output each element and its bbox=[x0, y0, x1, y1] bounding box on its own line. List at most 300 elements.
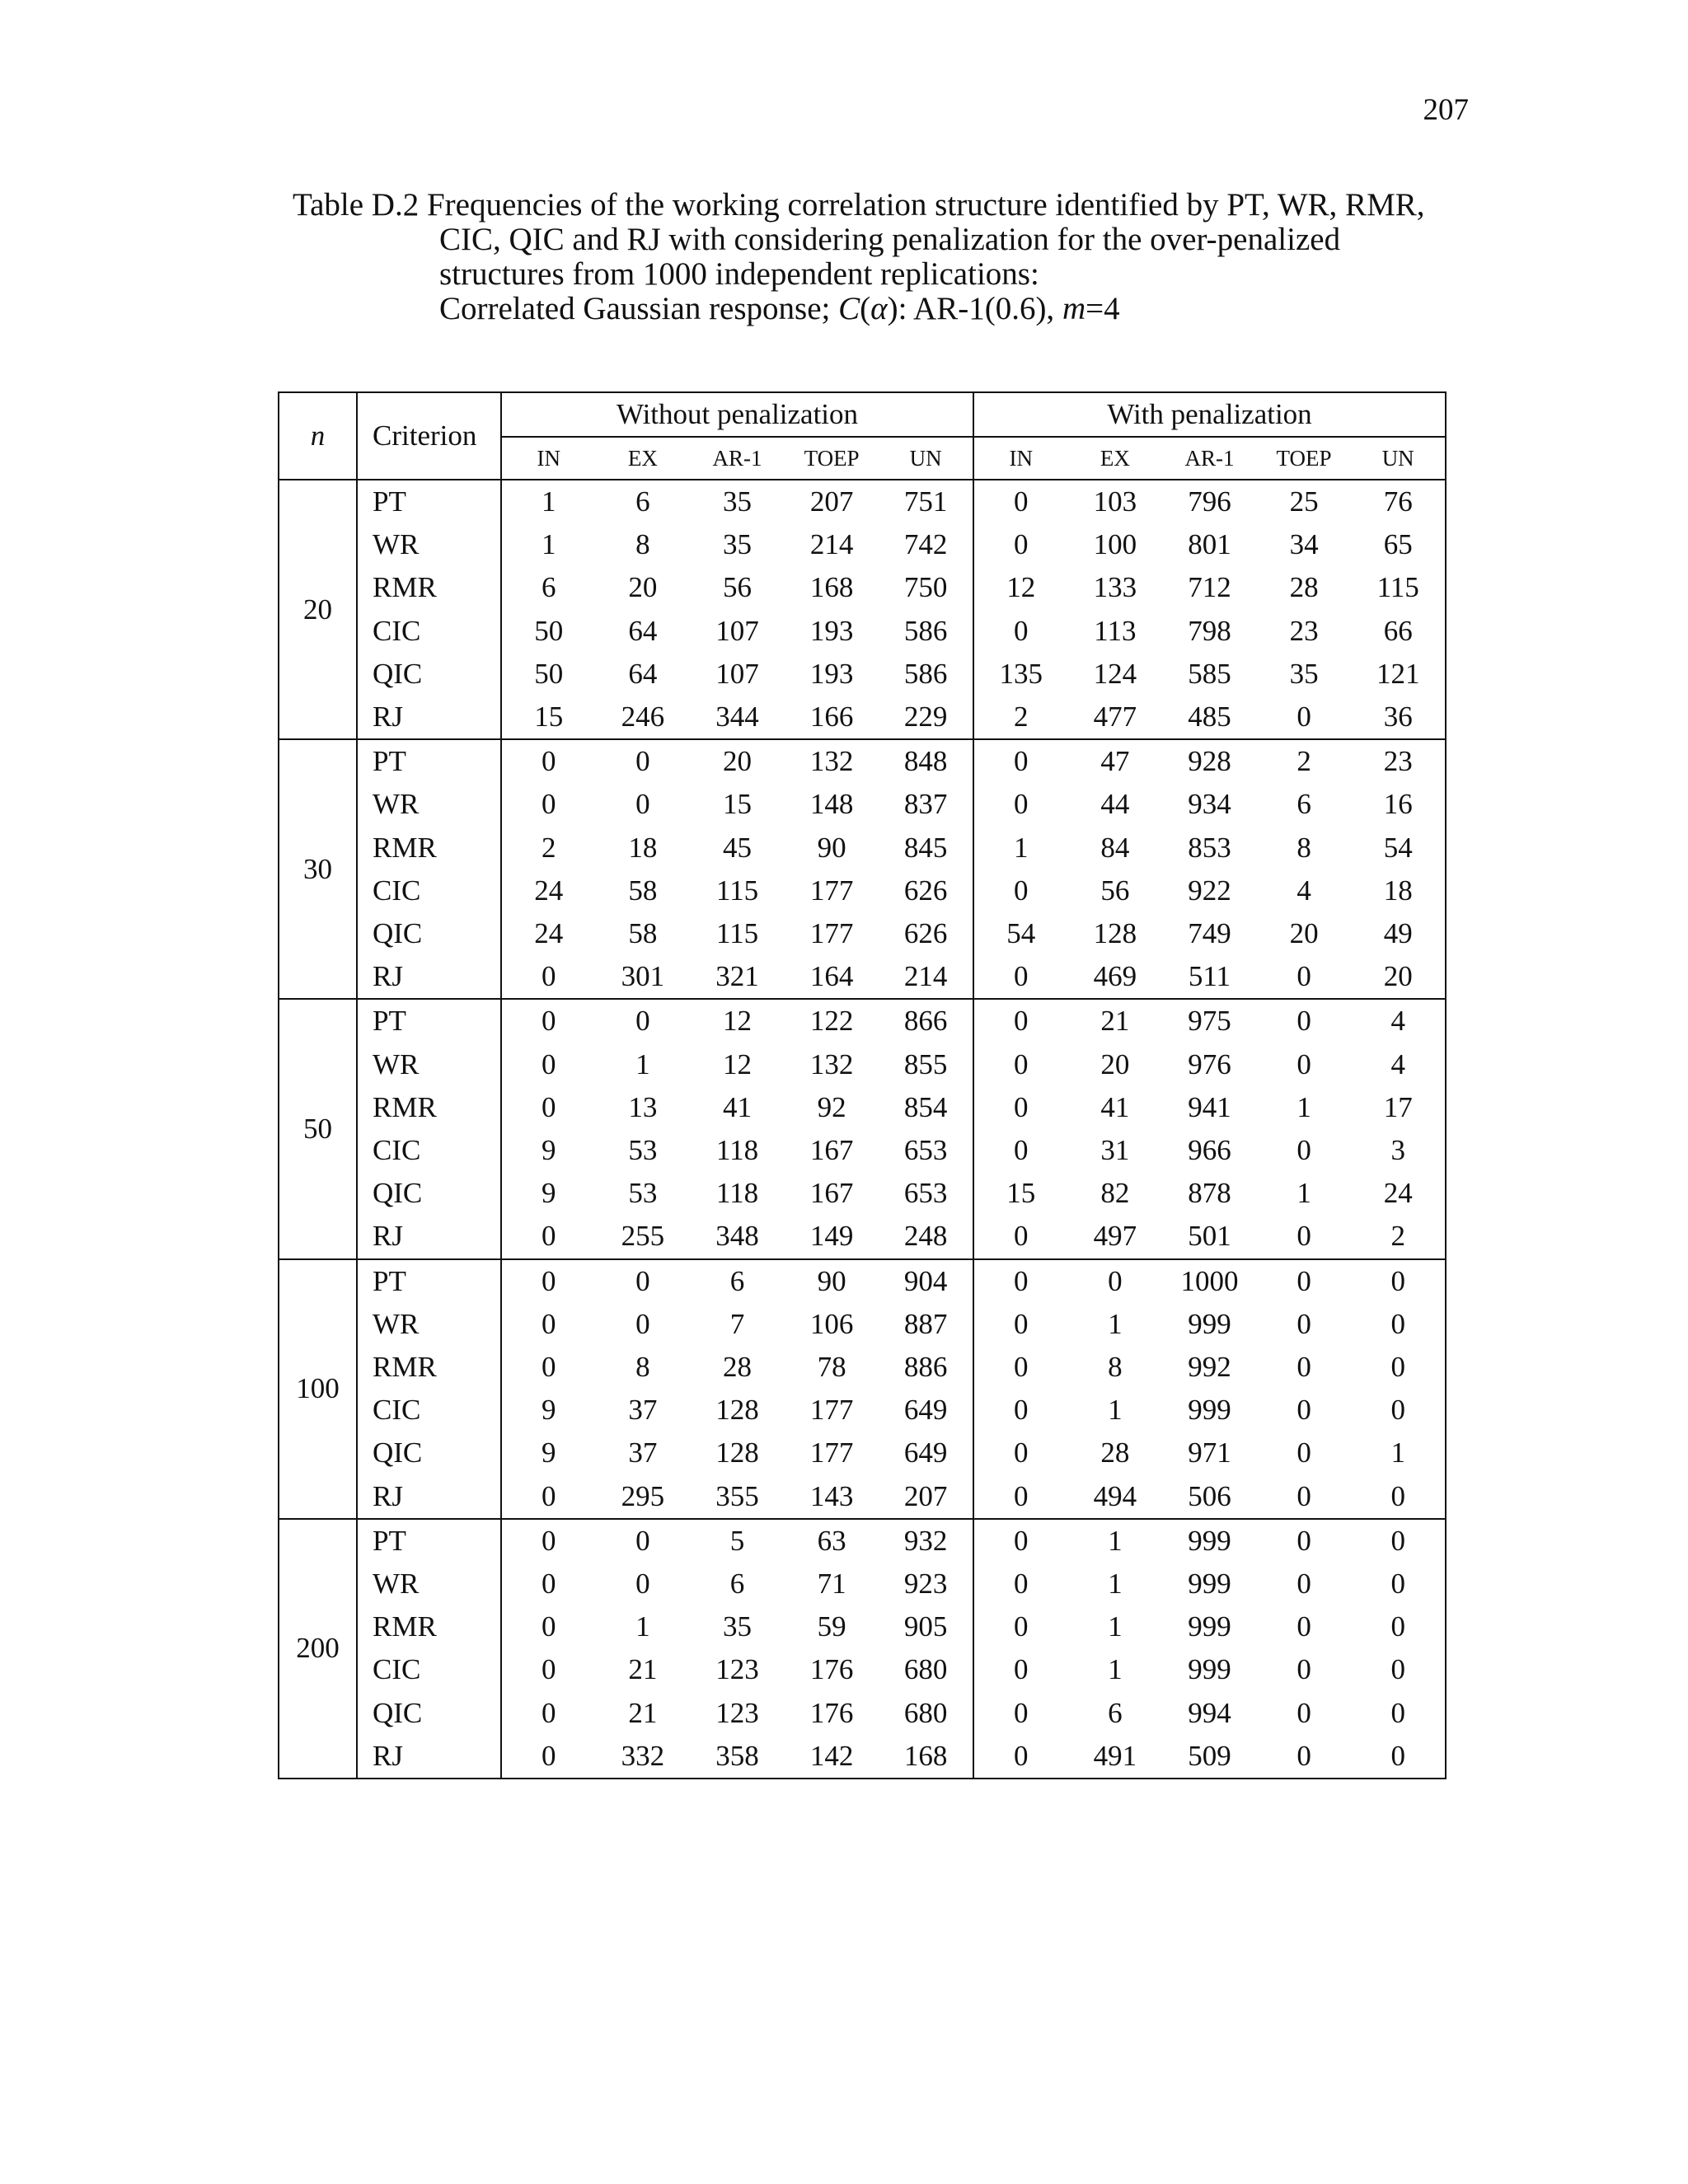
criterion-cell: RJ bbox=[357, 1735, 501, 1779]
value-cell: 25 bbox=[1289, 485, 1319, 518]
value-cell: 999 bbox=[1188, 1307, 1231, 1340]
value-cell: 34 bbox=[1289, 528, 1319, 561]
value-cell: 3 bbox=[1351, 1129, 1446, 1172]
table-row bbox=[279, 1129, 1446, 1172]
value-cell: 106 bbox=[809, 1307, 854, 1340]
subheader-ar-1-with: AR-1 bbox=[1162, 437, 1257, 480]
value-cell: 1 bbox=[1014, 831, 1029, 864]
criterion-cell: CIC bbox=[357, 1648, 501, 1691]
value-cell: 12 bbox=[1006, 571, 1036, 604]
value-cell: 18 bbox=[628, 831, 658, 864]
value-cell: 8 bbox=[1108, 1351, 1123, 1384]
value-cell: 41 bbox=[1100, 1090, 1130, 1123]
table-row bbox=[279, 1215, 1446, 1258]
value-cell: 0 bbox=[542, 1610, 556, 1643]
criterion-cell: PT bbox=[357, 739, 501, 783]
value-cell: 103 bbox=[1093, 485, 1137, 518]
value-cell: 0 bbox=[1296, 1264, 1311, 1297]
value-cell: 0 bbox=[973, 1735, 1068, 1779]
criterion-cell: WR bbox=[357, 523, 501, 566]
value-cell: 928 bbox=[1188, 745, 1231, 778]
value-cell: 24 bbox=[534, 917, 564, 950]
value-cell: 649 bbox=[879, 1432, 973, 1474]
criterion-cell: PT bbox=[357, 480, 501, 523]
value-cell: 332 bbox=[596, 1735, 691, 1779]
value-cell: 35 bbox=[722, 485, 752, 518]
value-cell: 115 bbox=[1351, 566, 1446, 609]
value-cell: 0 bbox=[1014, 485, 1029, 518]
value-cell: 1000 bbox=[1180, 1264, 1239, 1297]
value-cell: 149 bbox=[785, 1215, 879, 1258]
table-row bbox=[279, 610, 1446, 653]
table-row bbox=[279, 1563, 1446, 1605]
value-cell: 21 bbox=[1100, 1005, 1130, 1038]
value-cell: 1 bbox=[1296, 1090, 1311, 1123]
value-cell: 295 bbox=[596, 1475, 691, 1519]
value-cell: 750 bbox=[879, 566, 973, 609]
value-cell: 66 bbox=[1351, 610, 1446, 653]
value-cell: 0 bbox=[1014, 614, 1029, 647]
value-cell: 121 bbox=[1351, 653, 1446, 696]
caption-line-1: Table D.2 Frequencies of the working correlation structure identified by PT, WR, RMR, bbox=[293, 187, 1425, 223]
value-cell: 0 bbox=[1351, 1475, 1446, 1519]
value-cell: 0 bbox=[1257, 1475, 1352, 1519]
value-cell: 0 bbox=[1014, 874, 1029, 907]
value-cell: 90 bbox=[817, 831, 846, 864]
value-cell: 207 bbox=[879, 1475, 973, 1519]
value-cell: 0 bbox=[1351, 1735, 1446, 1779]
value-cell: 214 bbox=[879, 955, 973, 999]
value-cell: 0 bbox=[1014, 1090, 1029, 1123]
table-row bbox=[279, 739, 1446, 783]
criterion-cell: WR bbox=[357, 1563, 501, 1605]
value-cell: 0 bbox=[1014, 1047, 1029, 1080]
value-cell: 35 bbox=[1289, 657, 1319, 690]
value-cell: 78 bbox=[817, 1351, 846, 1384]
subheader-ex-with: EX bbox=[1068, 437, 1163, 480]
value-cell: 132 bbox=[809, 745, 854, 778]
criterion-cell: WR bbox=[357, 1043, 501, 1086]
table-row bbox=[279, 955, 1446, 999]
value-cell: 177 bbox=[809, 1436, 854, 1469]
table-row bbox=[279, 523, 1446, 566]
value-cell: 0 bbox=[1014, 1610, 1029, 1643]
value-cell: 142 bbox=[785, 1735, 879, 1779]
caption-m-value: =4 bbox=[1085, 291, 1120, 326]
value-cell: 975 bbox=[1188, 1005, 1231, 1038]
value-cell: 0 bbox=[1014, 745, 1029, 778]
value-cell: 31 bbox=[1100, 1134, 1130, 1167]
value-cell: 348 bbox=[690, 1215, 785, 1258]
value-cell: 941 bbox=[1188, 1090, 1231, 1123]
value-cell: 92 bbox=[817, 1090, 846, 1123]
value-cell: 35 bbox=[722, 528, 752, 561]
table-caption bbox=[293, 188, 1447, 326]
value-cell: 56 bbox=[722, 571, 752, 604]
value-cell: 0 bbox=[973, 955, 1068, 999]
value-cell: 848 bbox=[879, 739, 973, 783]
value-cell: 37 bbox=[628, 1394, 658, 1427]
value-cell: 90 bbox=[817, 1264, 846, 1297]
value-cell: 751 bbox=[879, 480, 973, 523]
value-cell: 0 bbox=[1014, 1568, 1029, 1601]
value-cell: 50 bbox=[534, 614, 564, 647]
value-cell: 53 bbox=[628, 1177, 658, 1210]
value-cell: 0 bbox=[1296, 1134, 1311, 1167]
value-cell: 0 bbox=[501, 1475, 596, 1519]
value-cell: 148 bbox=[809, 788, 854, 821]
value-cell: 100 bbox=[1093, 528, 1137, 561]
value-cell: 9 bbox=[542, 1436, 556, 1469]
value-cell: 1 bbox=[1108, 1524, 1123, 1557]
subheader-un-without: UN bbox=[879, 437, 973, 480]
value-cell: 358 bbox=[690, 1735, 785, 1779]
n-header: n bbox=[279, 392, 357, 480]
criterion-cell: RJ bbox=[357, 1475, 501, 1519]
value-cell: 49 bbox=[1351, 912, 1446, 955]
value-cell: 0 bbox=[1296, 1568, 1311, 1601]
value-cell: 0 bbox=[542, 788, 556, 821]
value-cell: 922 bbox=[1188, 874, 1231, 907]
value-cell: 128 bbox=[1093, 917, 1137, 950]
value-cell: 0 bbox=[1014, 1653, 1029, 1686]
value-cell: 63 bbox=[817, 1524, 846, 1557]
value-cell: 0 bbox=[635, 1264, 650, 1297]
value-cell: 887 bbox=[879, 1303, 973, 1346]
value-cell: 0 bbox=[542, 1090, 556, 1123]
value-cell: 6 bbox=[729, 1264, 745, 1297]
value-cell: 0 bbox=[1257, 696, 1352, 739]
value-cell: 0 bbox=[1296, 1696, 1311, 1729]
value-cell: 6 bbox=[729, 1568, 745, 1601]
value-cell: 491 bbox=[1068, 1735, 1163, 1779]
value-cell: 76 bbox=[1351, 480, 1446, 523]
value-cell: 24 bbox=[534, 874, 564, 907]
value-cell: 0 bbox=[1296, 1005, 1311, 1038]
value-cell: 58 bbox=[628, 917, 658, 950]
page-number: 207 bbox=[1423, 93, 1469, 127]
caption-c-symbol: C bbox=[838, 291, 860, 326]
value-cell: 801 bbox=[1188, 528, 1231, 561]
value-cell: 166 bbox=[785, 696, 879, 739]
value-cell: 167 bbox=[809, 1177, 854, 1210]
criterion-header: Criterion bbox=[357, 392, 501, 480]
value-cell: 796 bbox=[1188, 485, 1231, 518]
value-cell: 904 bbox=[879, 1259, 973, 1303]
table-row bbox=[279, 1086, 1446, 1129]
value-cell: 207 bbox=[809, 485, 854, 518]
caption-line-3: structures from 1000 independent replications: bbox=[439, 256, 1039, 292]
table-row bbox=[279, 653, 1446, 696]
value-cell: 176 bbox=[809, 1653, 854, 1686]
value-cell: 0 bbox=[635, 1005, 650, 1038]
table-row bbox=[279, 783, 1446, 826]
value-cell: 0 bbox=[973, 1475, 1068, 1519]
value-cell: 494 bbox=[1068, 1475, 1163, 1519]
caption-line-4 bbox=[293, 292, 1447, 326]
value-cell: 128 bbox=[715, 1394, 759, 1427]
value-cell: 18 bbox=[1351, 869, 1446, 912]
table-row bbox=[279, 480, 1446, 523]
criterion-cell: CIC bbox=[357, 610, 501, 653]
value-cell: 2 bbox=[542, 831, 556, 864]
value-cell: 107 bbox=[715, 657, 759, 690]
value-cell: 118 bbox=[715, 1134, 759, 1167]
value-cell: 680 bbox=[879, 1692, 973, 1735]
value-cell: 1 bbox=[542, 485, 556, 518]
sample-size-cell: 30 bbox=[279, 739, 357, 999]
value-cell: 976 bbox=[1188, 1047, 1231, 1080]
value-cell: 64 bbox=[628, 614, 658, 647]
value-cell: 28 bbox=[1289, 571, 1319, 604]
table-row bbox=[279, 1475, 1446, 1519]
criterion-cell: CIC bbox=[357, 869, 501, 912]
value-cell: 0 bbox=[542, 1005, 556, 1038]
sample-size-cell: 100 bbox=[279, 1259, 357, 1519]
value-cell: 854 bbox=[879, 1086, 973, 1129]
caption-structure: ): AR-1(0.6), bbox=[887, 291, 1062, 326]
value-cell: 24 bbox=[1351, 1172, 1446, 1215]
value-cell: 64 bbox=[628, 657, 658, 690]
value-cell: 1 bbox=[1108, 1653, 1123, 1686]
value-cell: 71 bbox=[817, 1568, 846, 1601]
value-cell: 58 bbox=[628, 874, 658, 907]
value-cell: 1 bbox=[635, 1610, 650, 1643]
value-cell: 0 bbox=[635, 1307, 650, 1340]
table-row bbox=[279, 1735, 1446, 1779]
value-cell: 35 bbox=[722, 1610, 752, 1643]
table-row bbox=[279, 1432, 1446, 1474]
value-cell: 0 bbox=[1351, 1692, 1446, 1735]
value-cell: 84 bbox=[1100, 831, 1130, 864]
value-cell: 82 bbox=[1100, 1177, 1130, 1210]
value-cell: 255 bbox=[596, 1215, 691, 1258]
value-cell: 992 bbox=[1188, 1351, 1231, 1384]
value-cell: 9 bbox=[542, 1394, 556, 1427]
value-cell: 0 bbox=[542, 745, 556, 778]
value-cell: 0 bbox=[635, 788, 650, 821]
value-cell: 0 bbox=[1257, 955, 1352, 999]
value-cell: 17 bbox=[1351, 1086, 1446, 1129]
value-cell: 7 bbox=[729, 1307, 745, 1340]
value-cell: 0 bbox=[973, 1215, 1068, 1258]
value-cell: 28 bbox=[722, 1351, 752, 1384]
value-cell: 0 bbox=[1014, 1394, 1029, 1427]
value-cell: 999 bbox=[1188, 1524, 1231, 1557]
value-cell: 301 bbox=[596, 955, 691, 999]
value-cell: 966 bbox=[1188, 1134, 1231, 1167]
value-cell: 0 bbox=[1351, 1605, 1446, 1648]
table-row bbox=[279, 1303, 1446, 1346]
value-cell: 20 bbox=[1100, 1047, 1130, 1080]
without-penalization-header: Without penalization bbox=[501, 392, 973, 437]
value-cell: 135 bbox=[999, 657, 1043, 690]
value-cell: 54 bbox=[1006, 917, 1036, 950]
value-cell: 837 bbox=[879, 783, 973, 826]
value-cell: 0 bbox=[1296, 1610, 1311, 1643]
table-row bbox=[279, 1692, 1446, 1735]
caption-line-2: CIC, QIC and RJ with considering penalization for the over-penalized bbox=[439, 222, 1341, 257]
subheader-ar-1-without: AR-1 bbox=[690, 437, 785, 480]
value-cell: 0 bbox=[542, 1351, 556, 1384]
value-cell: 905 bbox=[879, 1605, 973, 1648]
value-cell: 0 bbox=[542, 1047, 556, 1080]
value-cell: 0 bbox=[1257, 1735, 1352, 1779]
value-cell: 37 bbox=[628, 1436, 658, 1469]
value-cell: 1 bbox=[635, 1047, 650, 1080]
table-row bbox=[279, 1648, 1446, 1691]
subheader-toep-with: TOEP bbox=[1257, 437, 1352, 480]
value-cell: 6 bbox=[1108, 1696, 1123, 1729]
value-cell: 923 bbox=[879, 1563, 973, 1605]
value-cell: 6 bbox=[1296, 788, 1311, 821]
value-cell: 23 bbox=[1289, 614, 1319, 647]
value-cell: 45 bbox=[722, 831, 752, 864]
value-cell: 0 bbox=[1296, 1307, 1311, 1340]
criterion-cell: QIC bbox=[357, 1432, 501, 1474]
criterion-cell: PT bbox=[357, 1519, 501, 1563]
value-cell: 477 bbox=[1068, 696, 1163, 739]
value-cell: 177 bbox=[809, 874, 854, 907]
value-cell: 0 bbox=[542, 1568, 556, 1601]
value-cell: 41 bbox=[722, 1090, 752, 1123]
value-cell: 0 bbox=[635, 1524, 650, 1557]
value-cell: 177 bbox=[809, 917, 854, 950]
value-cell: 0 bbox=[501, 955, 596, 999]
value-cell: 0 bbox=[1014, 528, 1029, 561]
value-cell: 15 bbox=[501, 696, 596, 739]
value-cell: 5 bbox=[729, 1524, 745, 1557]
value-cell: 845 bbox=[879, 827, 973, 869]
value-cell: 934 bbox=[1188, 788, 1231, 821]
value-cell: 23 bbox=[1351, 739, 1446, 783]
value-cell: 0 bbox=[1351, 1563, 1446, 1605]
table-row bbox=[279, 1172, 1446, 1215]
value-cell: 9 bbox=[542, 1177, 556, 1210]
value-cell: 2 bbox=[1351, 1215, 1446, 1258]
value-cell: 193 bbox=[809, 657, 854, 690]
value-cell: 0 bbox=[1351, 1648, 1446, 1691]
value-cell: 0 bbox=[1296, 1436, 1311, 1469]
value-cell: 9 bbox=[542, 1134, 556, 1167]
value-cell: 54 bbox=[1351, 827, 1446, 869]
caption-alpha-symbol: α bbox=[870, 291, 888, 326]
value-cell: 122 bbox=[809, 1005, 854, 1038]
table-row bbox=[279, 566, 1446, 609]
value-cell: 0 bbox=[1351, 1519, 1446, 1563]
value-cell: 115 bbox=[715, 874, 759, 907]
value-cell: 12 bbox=[722, 1005, 752, 1038]
value-cell: 0 bbox=[1296, 1524, 1311, 1557]
value-cell: 118 bbox=[715, 1177, 759, 1210]
value-cell: 2 bbox=[1296, 745, 1311, 778]
value-cell: 20 bbox=[1289, 917, 1319, 950]
value-cell: 994 bbox=[1188, 1696, 1231, 1729]
sample-size-cell: 20 bbox=[279, 480, 357, 739]
value-cell: 0 bbox=[501, 1735, 596, 1779]
value-cell: 0 bbox=[542, 1524, 556, 1557]
value-cell: 4 bbox=[1296, 874, 1311, 907]
subheader-toep-without: TOEP bbox=[785, 437, 879, 480]
value-cell: 0 bbox=[542, 1264, 556, 1297]
value-cell: 167 bbox=[809, 1134, 854, 1167]
value-cell: 878 bbox=[1188, 1177, 1231, 1210]
value-cell: 229 bbox=[879, 696, 973, 739]
value-cell: 123 bbox=[715, 1696, 759, 1729]
value-cell: 133 bbox=[1093, 571, 1137, 604]
value-cell: 0 bbox=[1296, 1351, 1311, 1384]
value-cell: 20 bbox=[628, 571, 658, 604]
value-cell: 649 bbox=[879, 1389, 973, 1432]
subheader-in-with: IN bbox=[973, 437, 1068, 480]
value-cell: 653 bbox=[879, 1129, 973, 1172]
value-cell: 742 bbox=[879, 523, 973, 566]
subheader-in-without: IN bbox=[501, 437, 596, 480]
value-cell: 0 bbox=[1296, 1047, 1311, 1080]
criterion-cell: PT bbox=[357, 999, 501, 1043]
criterion-cell: CIC bbox=[357, 1389, 501, 1432]
criterion-cell: RJ bbox=[357, 1215, 501, 1258]
table-row bbox=[279, 1389, 1446, 1432]
value-cell: 15 bbox=[722, 788, 752, 821]
criterion-cell: RMR bbox=[357, 1086, 501, 1129]
caption-m-symbol: m bbox=[1062, 291, 1086, 326]
value-cell: 168 bbox=[879, 1735, 973, 1779]
criterion-cell: PT bbox=[357, 1259, 501, 1303]
criterion-cell: QIC bbox=[357, 1692, 501, 1735]
value-cell: 585 bbox=[1188, 657, 1231, 690]
value-cell: 21 bbox=[628, 1653, 658, 1686]
value-cell: 214 bbox=[809, 528, 854, 561]
value-cell: 0 bbox=[1108, 1264, 1123, 1297]
value-cell: 246 bbox=[596, 696, 691, 739]
value-cell: 321 bbox=[690, 955, 785, 999]
table-row bbox=[279, 696, 1446, 739]
value-cell: 853 bbox=[1188, 831, 1231, 864]
value-cell: 0 bbox=[1014, 1264, 1029, 1297]
value-cell: 12 bbox=[722, 1047, 752, 1080]
value-cell: 798 bbox=[1188, 614, 1231, 647]
value-cell: 8 bbox=[635, 528, 650, 561]
caption-line-4-text: Correlated Gaussian response; bbox=[439, 291, 839, 326]
value-cell: 193 bbox=[809, 614, 854, 647]
value-cell: 971 bbox=[1188, 1436, 1231, 1469]
value-cell: 0 bbox=[1351, 1303, 1446, 1346]
value-cell: 21 bbox=[628, 1696, 658, 1729]
value-cell: 107 bbox=[715, 614, 759, 647]
value-cell: 8 bbox=[635, 1351, 650, 1384]
value-cell: 115 bbox=[715, 917, 759, 950]
value-cell: 0 bbox=[542, 1696, 556, 1729]
caption-paren-open: ( bbox=[860, 291, 871, 326]
value-cell: 0 bbox=[1014, 1005, 1029, 1038]
criterion-cell: QIC bbox=[357, 912, 501, 955]
value-cell: 999 bbox=[1188, 1653, 1231, 1686]
value-cell: 1 bbox=[1108, 1568, 1123, 1601]
value-cell: 50 bbox=[534, 657, 564, 690]
criterion-cell: RMR bbox=[357, 566, 501, 609]
value-cell: 0 bbox=[635, 1568, 650, 1601]
value-cell: 999 bbox=[1188, 1568, 1231, 1601]
criterion-cell: QIC bbox=[357, 1172, 501, 1215]
value-cell: 1 bbox=[542, 528, 556, 561]
subheader-un-with: UN bbox=[1351, 437, 1446, 480]
value-cell: 1 bbox=[1108, 1610, 1123, 1643]
value-cell: 56 bbox=[1100, 874, 1130, 907]
criterion-cell: RMR bbox=[357, 827, 501, 869]
value-cell: 511 bbox=[1162, 955, 1257, 999]
table-row bbox=[279, 1259, 1446, 1303]
